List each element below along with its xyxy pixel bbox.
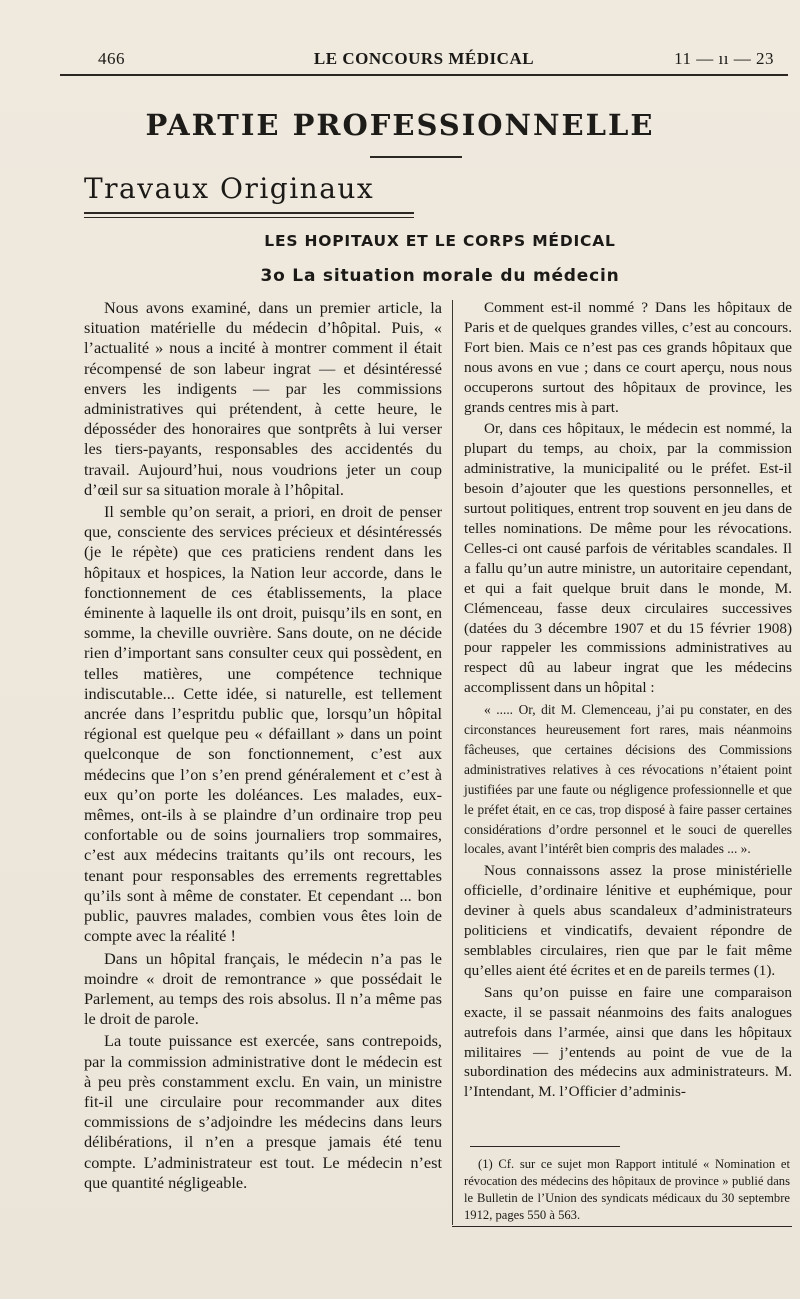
paragraph: Nous avons examiné, dans un premier article, la situation matérielle du médecin d’hôpital. Puis, « l’actualité » nous a incité à montrer comment il était récompensé de son labeur ingrat — et désintéressé envers les indigents — par les commissions administratives qui prétendent, à cette heure, le déposséder des honoraires que sontprêts à lui verser les tiers-payants, responsables des accidentés du travail. Aujourd’hui, nous voudrions jeter un coup d’œil sur sa situation morale à l’hôpital.	[84, 298, 442, 499]
paragraph: Nous connaissons assez la prose ministérielle officielle, d’ordinaire lénitive et euphémique, pour deviner à quels abus scandaleux d’administrateurs politiciens et vindicatifs, devaient répondre de semblables circulaires, rien que par le fait même qu’elles aient été écrites et en de pareils termes (1).	[464, 862, 792, 979]
paragraph: Sans qu’on puisse en faire une comparaison exacte, il se passait néanmoins des faits analogues autrefois dans l’armée, ainsi que dans les hôpitaux militaires — j’entends au point de vue de la subordination des médecins aux administrateurs. M. l’Intendant, M. l’Officier d’adminis-	[464, 983, 792, 1101]
article-part-title: 3o La situation morale du médecin	[260, 266, 620, 286]
right-column	[464, 298, 792, 1104]
article-series-title: LES HOPITAUX ET LE CORPS MÉDICAL	[264, 232, 616, 250]
kicker-heading: Travaux Originaux	[84, 172, 375, 205]
quotation: « ..... Or, dit M. Clemenceau, j’ai pu constater, en des circonstances heureusement fort rares, mais néanmoins fâcheuses, que certaines décisions des Commissions administratives relatives à ces révocations n’étaient point justifiées par une faute ou négligence professionnelle et que le préfet était, en ce cas, trop disposé à faire passer certaines considérations d’ordre personnel et le souci de querelles locales, avant l’intérêt bien compris des malades ... ».	[464, 702, 792, 857]
paragraph: La toute puissance est exercée, sans contrepoids, par la commission administrative dont le médecin est à peu près constamment exclu. En vain, un ministre fit-il une circulaire pour recommander aux dites commissions de s’adjoindre les médecins dans leurs délibérations, il n’en a presque jamais été tenu compte. L’administrateur est tout. Le médecin n’est que quantité négligeable.	[84, 1031, 442, 1192]
paragraph: Comment est-il nommé ? Dans les hôpitaux de Paris et de quelques grandes villes, c’est au concours. Fort bien. Mais ce n’est pas ces grands hôpitaux que nous avons en vue ; dans ce court aperçu, nous nous occuperons surtout des hôpitaux de province, les grands centres mis à part.	[464, 299, 792, 416]
paragraph: Or, dans ces hôpitaux, le médecin est nommé, la plupart du temps, au choix, par la commission administrative, la municipalité ou le préfet. Est-il besoin d’ajouter que les questions personnelles, et surtout politiques, entrent trop souvent en jeu dans de telles nominations. De même pour les révocations. Celles-ci ont causé parfois de véritables scandales. Il a fallu qu’un autre ministre, un autoritaire cependant, et qui a fait quelque bruit dans le monde, M. Clémenceau, fasse deux circulaires successives (datées du 3 décembre 1907 et du 15 février 1908) pour rappeler les commissions administratives au respect dû au labeur ingrat que les médecins accomplissent dans un hôpital :	[464, 420, 792, 697]
paragraph: Il semble qu’on serait, a priori, en droit de penser que, consciente des services précieux et désintéressés (je le répète) que ces praticiens rendent dans les hôpitaux et hospices, la Nation leur accorde, dans le fonctionnement de ces établissements, la place éminente à laquelle ils ont droit, puisqu’ils en sont, en somme, la cheville ouvrière. Sans doute, on ne décide rien d’important sans consulter ceux qui possèdent, en telles matières, une compétence technique indiscutable... Cette idée, si naturelle, est tellement ancrée dans l’espritdu public que, lorsqu’un hôpital régional est quelque peu « défaillant » dans un point quelconque de son fonctionnement, c’est aux médecins que l’on s’en prend généralement et c’est à eux qu’on porte les doléances. Les malades, eux-mêmes, ont-ils à se plaindre d’un ordinaire trop peu confortable ou de soins journaliers trop sommaires, c’est aux médecins traitants qu’ils ont recours, les tenant pour responsables des errements regrettables qu’ils sont à même de constater. Et cependant ... bon public, pauvres malades, combien vous êtes loin de compte avec la réalité !	[84, 502, 442, 946]
footnote-rule	[470, 1146, 620, 1147]
running-head	[60, 44, 788, 76]
issue-date: 11 — ıı — 23	[674, 49, 774, 68]
footnote	[464, 1156, 790, 1224]
journal-title: LE CONCOURS MÉDICAL	[313, 49, 535, 68]
paragraph: Dans un hôpital français, le médecin n’a pas le moindre « droit de remontrance » que possédait le Parlement, au temps des rois absolus. Il n’a même pas le droit de parole.	[84, 948, 442, 1029]
page-number: 466	[98, 49, 125, 68]
column-divider	[452, 300, 453, 1225]
section-title: PARTIE PROFESSIONNELLE	[145, 108, 655, 142]
footnote-text: (1) Cf. sur ce sujet mon Rapport intitulé « Nomination et révocation des médecins des hôpitaux de province » publié dans le Bulletin de l’Union des syndicats médicaux du 30 septembre 1912, pages 550 à 563.	[464, 1157, 790, 1222]
kicker-rule	[84, 212, 414, 214]
section-rule	[370, 156, 462, 158]
left-column	[84, 298, 442, 1195]
kicker-rule-thin	[84, 217, 414, 218]
end-rule	[452, 1226, 792, 1227]
